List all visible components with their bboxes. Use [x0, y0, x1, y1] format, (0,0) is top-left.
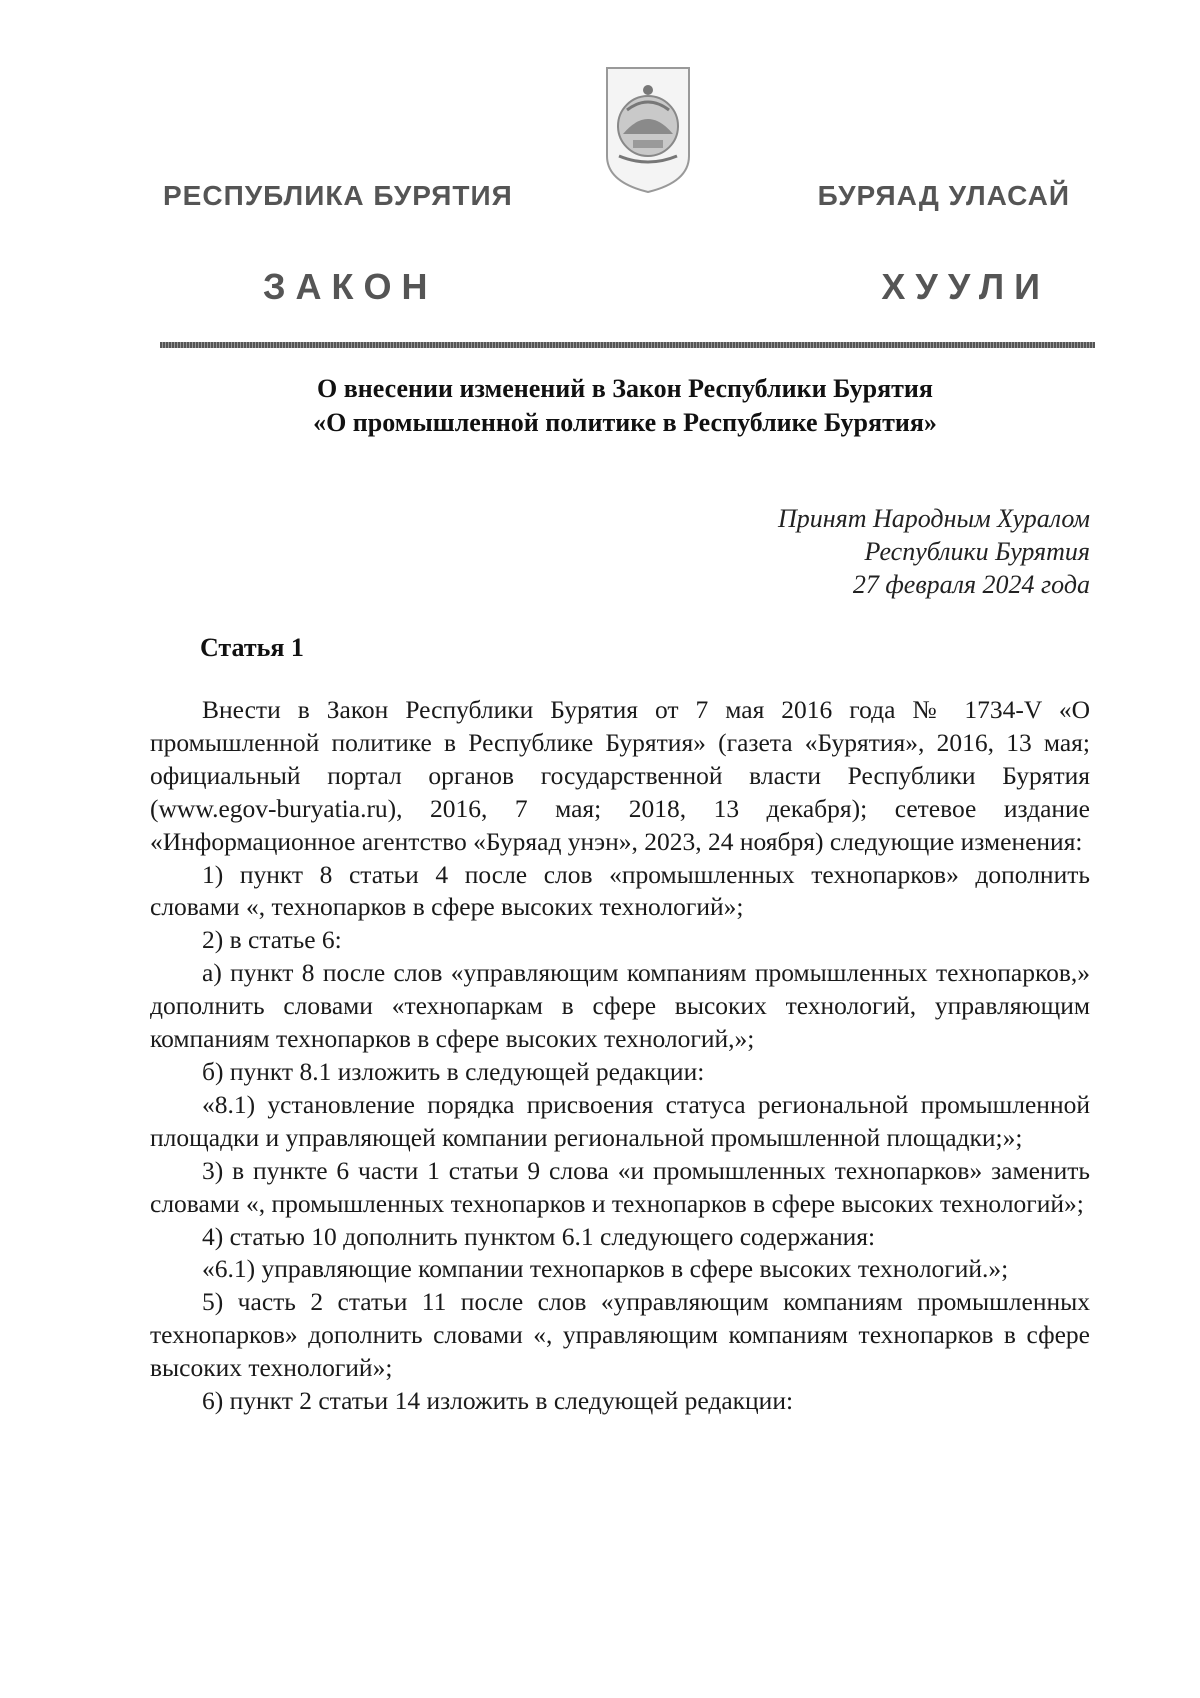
paragraph: 4) статью 10 дополнить пунктом 6.1 следующего содержания: [202, 1221, 876, 1251]
paragraph: Внести в Закон Республики Бурятия от 7 мая 2016 года № 1734-V «О промышленной политике в Республике Бурятия» (газета «Бурятия», 2016, 13 мая; официальный портал органов государственной власти Республики Бурятия (www.egov-buryatia.ru), 2016, 7 мая; 2018, 13 декабря); сетевое издание «Информационное агентство «Буряад унэн», 2023, 24 ноября) следующие изменения: [150, 695, 1090, 856]
paragraph: 5) часть 2 статьи 11 после слов «управляющим компаниям промышленных технопарков» дополнить словами «, управляющим компаниям технопарков в сфере высоких технологий»; [150, 1287, 1090, 1383]
republic-name-buryat: БУРЯАД УЛАСАЙ [817, 180, 1070, 211]
law-title [150, 372, 1100, 440]
paragraph: 2) в статье 6: [202, 925, 342, 955]
paragraph: 1) пункт 8 статьи 4 после слов «промышленных технопарков» дополнить словами «, технопарков в сфере высоких технологий»; [150, 859, 1090, 922]
adoption-note [778, 502, 1090, 601]
paragraph: 3) в пункте 6 части 1 статьи 9 слова «и промышленных технопарков» заменить словами «, промышленных технопарков и технопарков в сфере высоких технологий»; [150, 1155, 1090, 1218]
law-title-line: О внесении изменений в Закон Республики Бурятия [317, 374, 933, 403]
article-body [150, 694, 1090, 1418]
adoption-line: Республики Бурятия [864, 537, 1090, 566]
adoption-date: 27 февраля 2024 года [852, 570, 1090, 599]
paragraph: «8.1) установление порядка присвоения статуса региональной промышленной площадки и управляющей компании региональной промышленной площадки;»; [150, 1089, 1090, 1152]
paragraph: 6) пункт 2 статьи 14 изложить в следующей редакции: [202, 1386, 794, 1416]
adoption-line: Принят Народным Хуралом [777, 504, 1090, 533]
paragraph: а) пункт 8 после слов «управляющим компаниям промышленных технопарков,» дополнить словами «технопаркам в сфере высоких технологий, управляющим компаниям технопарков в сфере высоких технологий,»; [150, 958, 1090, 1054]
header-divider [160, 342, 1095, 348]
paragraph: б) пункт 8.1 изложить в следующей редакции: [202, 1056, 705, 1086]
article-heading: Статья 1 [200, 633, 304, 662]
paragraph: «6.1) управляющие компании технопарков в сфере высоких технологий.»; [202, 1254, 1009, 1284]
law-label-buryat: ХУУЛИ [881, 266, 1050, 307]
coat-of-arms-emblem [603, 64, 693, 196]
republic-name-russian: РЕСПУБЛИКА БУРЯТИЯ [163, 180, 513, 211]
law-label-russian: ЗАКОН [263, 266, 438, 307]
law-title-line: «О промышленной политике в Республике Бурятия» [313, 408, 937, 437]
